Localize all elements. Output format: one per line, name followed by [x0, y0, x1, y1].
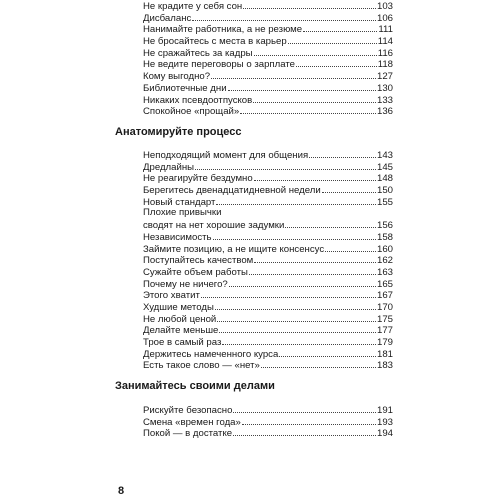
section-heading-anatomize: Анатомируйте процесс	[115, 126, 242, 138]
toc-entry-title: Независимость	[143, 231, 212, 243]
toc-entry-title: Есть такое слово — «нет»	[143, 360, 260, 372]
toc-entry-page: 170	[376, 301, 393, 313]
dot-leader	[216, 196, 376, 205]
dot-leader	[254, 172, 376, 181]
toc-group-anatomize	[143, 149, 393, 371]
dot-leader	[254, 254, 376, 263]
toc-entry-page: 127	[376, 71, 393, 83]
dot-leader	[249, 266, 376, 275]
toc-entry	[143, 219, 393, 231]
toc-entry-title: Берегитесь двенадцатидневной недели	[143, 185, 321, 197]
toc-entry	[143, 105, 393, 117]
toc-entry-title: Нанимайте работника, а не резюме	[143, 24, 303, 36]
toc-entry	[143, 172, 393, 184]
dot-leader	[261, 359, 376, 368]
toc-entry-title: Почему не ничего?	[143, 278, 228, 290]
toc-entry-title: Дредлайны	[143, 161, 195, 173]
toc-entry-page: 145	[376, 161, 393, 173]
toc-entry	[143, 23, 393, 35]
toc-entry-page: 162	[376, 255, 393, 267]
toc-entry-title: Худшие методы	[143, 301, 214, 313]
toc-entry-page: 160	[376, 243, 393, 255]
toc-entry-page: 148	[376, 173, 393, 185]
toc-entry	[143, 416, 393, 428]
toc-entry-title: Этого хватит	[143, 290, 200, 302]
dot-leader	[217, 313, 376, 322]
toc-entry	[143, 278, 393, 290]
dot-leader	[222, 336, 376, 345]
toc-entry	[143, 82, 393, 94]
toc-entry-title: сводят на нет хорошие задумки	[143, 220, 285, 232]
toc-entry-page: 194	[376, 428, 393, 440]
toc-entry-title: Спокойное «прощай»	[143, 106, 240, 118]
toc-entry-title: Дисбаланс	[143, 12, 192, 24]
dot-leader	[195, 161, 376, 170]
toc-entry-title: Покой — в достатке	[143, 428, 233, 440]
toc-entry-title: Держитесь намеченного курса	[143, 348, 279, 360]
dot-leader	[322, 184, 376, 193]
toc-entry-title: Рискуйте безопасно	[143, 405, 233, 416]
toc-entry	[143, 161, 393, 173]
dot-leader	[288, 35, 377, 44]
toc-entry-page: 175	[376, 313, 393, 325]
toc-entry-page: 136	[376, 106, 393, 118]
dot-leader	[213, 231, 376, 240]
dot-leader	[309, 149, 376, 158]
toc-entry-page: 158	[376, 231, 393, 243]
toc-group-top	[143, 0, 393, 117]
dot-leader	[229, 278, 376, 287]
toc-entry-title: Займите позицию, а не ищите консенсус	[143, 243, 325, 255]
toc-entry	[143, 0, 393, 12]
toc-entry-page: 193	[376, 416, 393, 428]
toc-entry	[143, 301, 393, 313]
toc-entry	[143, 427, 393, 439]
toc-entry-page: 183	[376, 360, 393, 372]
toc-entry-title: Кому выгодно?	[143, 71, 211, 83]
toc-entry	[143, 336, 393, 348]
toc-entry	[143, 12, 393, 24]
toc-entry-page: 114	[377, 36, 393, 48]
toc-entry-title: Сужайте объем работы	[143, 266, 248, 278]
toc-entry-page: 143	[376, 150, 393, 161]
section-heading-own-business: Занимайтесь своими делами	[115, 380, 275, 392]
dot-leader	[201, 289, 376, 298]
toc-entry	[143, 196, 393, 208]
toc-entry-page: 133	[376, 94, 393, 106]
toc-entry	[143, 313, 393, 325]
toc-entry-title: Не реагируйте бездумно	[143, 173, 253, 185]
toc-entry-page: 163	[376, 266, 393, 278]
dot-leader	[285, 219, 376, 228]
toc-entry	[143, 404, 393, 416]
dot-leader	[279, 348, 376, 357]
toc-entry-page: 165	[376, 278, 393, 290]
page-number: 8	[118, 485, 125, 497]
dot-leader	[296, 58, 377, 67]
toc-entry-page: 181	[376, 348, 393, 360]
toc-entry	[143, 348, 393, 360]
toc-entry	[143, 231, 393, 243]
toc-entry-page: 111	[378, 24, 393, 36]
toc-entry-page: 177	[376, 325, 393, 337]
dot-leader	[215, 301, 376, 310]
toc-entry	[143, 94, 393, 106]
dot-leader	[243, 0, 376, 9]
toc-entry	[143, 47, 393, 59]
toc-entry	[143, 359, 393, 371]
toc-entry	[143, 254, 393, 266]
toc-entry	[143, 149, 393, 161]
toc-entry-title: Смена «времен года»	[143, 416, 241, 428]
toc-entry-page: 191	[376, 405, 393, 416]
toc-entry	[143, 207, 393, 219]
toc-entry-page: 156	[376, 220, 393, 232]
toc-entry-title: Библиотечные дни	[143, 82, 227, 94]
toc-group-own-business	[143, 404, 393, 439]
dot-leader	[211, 70, 376, 79]
dot-leader	[253, 94, 376, 103]
dot-leader	[192, 12, 376, 21]
toc-entry-page: 155	[376, 196, 393, 208]
toc-entry-title: Никаких псевдоотпусков	[143, 94, 253, 106]
toc-entry	[143, 266, 393, 278]
toc-entry	[143, 70, 393, 82]
toc-entry-page: 179	[376, 337, 393, 348]
toc-entry-title: Не ведите переговоры о зарплате	[143, 59, 295, 71]
dot-leader	[242, 416, 376, 425]
toc-entry-title: Новый стандарт	[143, 196, 216, 208]
toc-entry-page: 106	[376, 12, 393, 24]
toc-entry-page: 116	[377, 47, 393, 59]
dot-leader	[254, 47, 377, 56]
toc-entry	[143, 243, 393, 255]
toc-entry-title: Не крадите у себя сон	[143, 1, 243, 12]
toc-entry	[143, 289, 393, 301]
toc-entry	[143, 324, 393, 336]
dot-leader	[233, 427, 376, 436]
dot-leader	[325, 243, 376, 252]
toc-entry-page: 118	[377, 59, 393, 71]
toc-entry	[143, 184, 393, 196]
dot-leader	[233, 404, 376, 413]
toc-entry-title: Делайте меньше	[143, 325, 219, 337]
toc-entry-title: Не бросайтесь с места в карьер	[143, 36, 287, 48]
toc-entry-title: Не сражайтесь за кадры	[143, 47, 253, 59]
toc-entry-page: 130	[376, 82, 393, 94]
toc-entry-page: 103	[376, 1, 393, 12]
toc-entry	[143, 58, 393, 70]
toc-entry-title: Плохие привычки	[143, 207, 222, 219]
toc-entry-title: Не любой ценой	[143, 313, 217, 325]
dot-leader	[240, 105, 376, 114]
toc-entry-page: 167	[376, 290, 393, 302]
toc-entry	[143, 35, 393, 47]
toc-entry-title: Трое в самый раз	[143, 337, 222, 348]
toc-entry-title: Поступайтесь качеством	[143, 255, 254, 267]
dot-leader	[228, 82, 376, 91]
dot-leader	[303, 23, 377, 32]
toc-entry-page: 150	[376, 185, 393, 197]
toc-entry-title: Неподходящий момент для общения	[143, 150, 309, 161]
dot-leader	[219, 324, 376, 333]
